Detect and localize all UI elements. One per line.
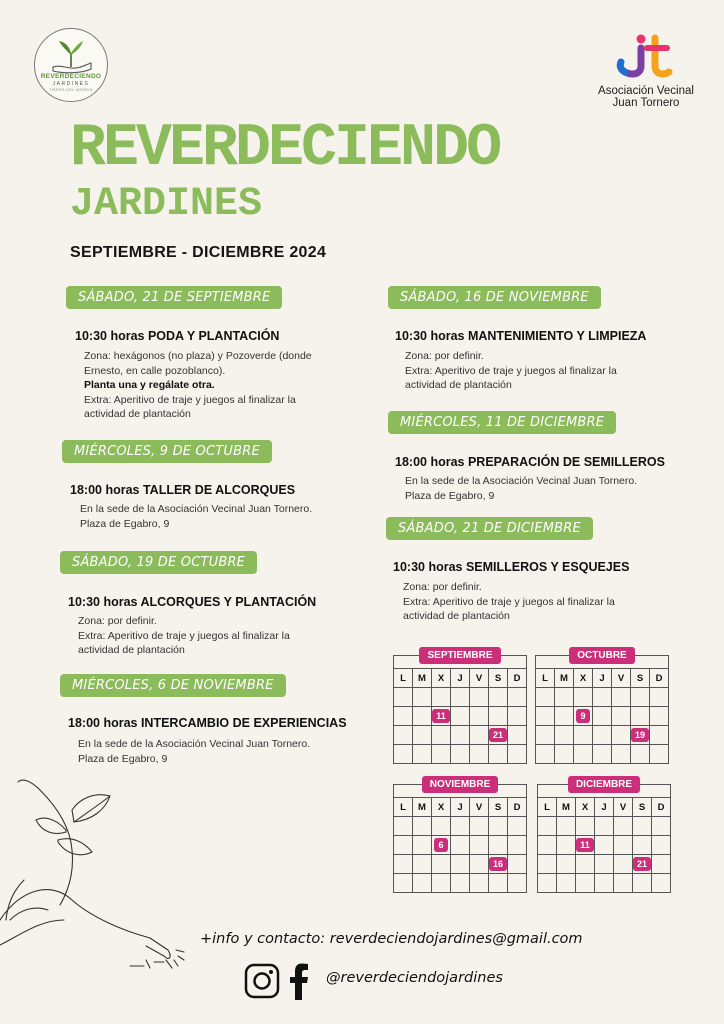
calendar-marked-day: 21: [633, 857, 651, 871]
sub-title: JARDINES: [70, 182, 263, 227]
calendar-month-label: SEPTIEMBRE: [419, 647, 500, 664]
event-detail-line: Extra: Aperitivo de traje y juegos al finalizar la actividad de plantación: [403, 595, 615, 622]
event-details: [84, 349, 324, 422]
watering-can-illustration: [0, 770, 200, 980]
event-date-pill: SÁBADO, 21 DE DICIEMBRE: [386, 517, 593, 540]
event-detail-line: Zona: por definir.: [403, 581, 482, 593]
event-detail-line: Zona: por definir.: [405, 350, 484, 362]
event-title: 10:30 horas SEMILLEROS Y ESQUEJES: [393, 560, 630, 574]
event-detail-line: Plaza de Egabro, 9: [80, 517, 170, 530]
reverdeciendo-logo: [34, 28, 108, 102]
event-date-pill: SÁBADO, 16 DE NOVIEMBRE: [388, 286, 601, 309]
event-detail-line: Zona: hexágonos (no plaza) y Pozoverde (donde Ernesto, en calle pozoblanco).: [84, 350, 312, 377]
event-detail-line: Extra: Aperitivo de traje y juegos al finalizar la actividad de plantación: [84, 393, 296, 420]
event-date-pill: MIÉRCOLES, 11 DE DICIEMBRE: [388, 411, 616, 434]
calendar-marked-day: 19: [631, 728, 649, 742]
plant-in-hand-icon: [35, 31, 107, 75]
calendar-month-label: DICIEMBRE: [568, 776, 640, 793]
event-detail-line: En la sede de la Asociación Vecinal Juan Tornero.: [405, 475, 638, 487]
date-range: SEPTIEMBRE - DICIEMBRE 2024: [70, 244, 327, 261]
calendar-marked-day: 16: [489, 857, 507, 871]
asociacion-name-line1: Asociación Vecinal: [598, 85, 694, 97]
calendar-marked-day: 21: [489, 728, 507, 742]
event-detail-line: Zona: por definir.: [78, 615, 157, 627]
social-handle[interactable]: @reverdeciendojardines: [326, 970, 503, 986]
calendar-month-label: OCTUBRE: [569, 647, 634, 664]
event-details: [78, 737, 328, 766]
logo-left-text: REVERDECIENDO: [40, 73, 102, 80]
calendar-marked-day: 9: [576, 709, 589, 723]
event-title: 18:00 horas PREPARACIÓN DE SEMILLEROS: [395, 455, 665, 469]
event-title: 18:00 horas TALLER DE ALCORQUES: [70, 483, 296, 497]
calendar-month-label: NOVIEMBRE: [422, 776, 499, 793]
contact-info: +info y contacto: reverdeciendojardines@gmail.com: [200, 931, 583, 947]
event-title: 10:30 horas PODA Y PLANTACIÓN: [75, 329, 280, 343]
calendar-diciembre: DICIEMBRE L M X J V S D 11 21: [537, 784, 671, 893]
event-date-pill: SÁBADO, 19 DE OCTUBRE: [60, 551, 257, 574]
calendar-octubre: OCTUBRE L M X J V S D 9 19: [535, 655, 669, 764]
asociacion-logo: [594, 32, 698, 109]
event-detail-line: Extra: Aperitivo de traje y juegos al finalizar la actividad de plantación: [78, 629, 290, 656]
event-details: [78, 614, 318, 658]
asociacion-name-line2: Juan Tornero: [612, 97, 680, 109]
facebook-icon[interactable]: [288, 962, 310, 1000]
event-details: [403, 580, 643, 624]
event-date-pill: SÁBADO, 21 DE SEPTIEMBRE: [66, 286, 282, 309]
event-detail-line: Extra: Aperitivo de traje y juegos al finalizar la actividad de plantación: [405, 364, 617, 391]
event-detail-line: En la sede de la Asociación Vecinal Juan Tornero.: [80, 503, 313, 515]
event-details: [405, 474, 665, 503]
jt-logo-icon: [611, 32, 681, 80]
event-detail-line: En la sede de la Asociación Vecinal Juan Tornero.: [78, 738, 311, 750]
calendar-noviembre: NOVIEMBRE L M X J V S D 6 16: [393, 784, 527, 893]
calendar-marked-day: 6: [434, 838, 447, 852]
event-title: 18:00 horas INTERCAMBIO DE EXPERIENCIAS: [68, 716, 347, 730]
event-date-pill: MIÉRCOLES, 9 DE OCTUBRE: [62, 440, 272, 463]
event-details: [80, 502, 330, 531]
event-title: 10:30 horas MANTENIMIENTO Y LIMPIEZA: [395, 329, 647, 343]
event-detail-bold: Planta una y regálate otra.: [84, 379, 215, 391]
logo-left-subtext: JARDINES: [52, 81, 90, 87]
instagram-icon[interactable]: [244, 963, 280, 999]
calendar-marked-day: 11: [576, 838, 594, 852]
event-title: 10:30 horas ALCORQUES Y PLANTACIÓN: [68, 595, 317, 609]
event-detail-line: Plaza de Egabro, 9: [78, 752, 168, 765]
logo-left-tagline: TIERRA DEL MADRID: [49, 88, 93, 92]
main-title: REVERDECIENDO: [70, 115, 500, 183]
calendar-marked-day: 11: [432, 709, 450, 723]
event-detail-line: Plaza de Egabro, 9: [405, 489, 495, 502]
calendar-septiembre: SEPTIEMBRE L M X J V S D 11 21: [393, 655, 527, 764]
event-details: [405, 349, 645, 393]
event-date-pill: MIÉRCOLES, 6 DE NOVIEMBRE: [60, 674, 286, 697]
